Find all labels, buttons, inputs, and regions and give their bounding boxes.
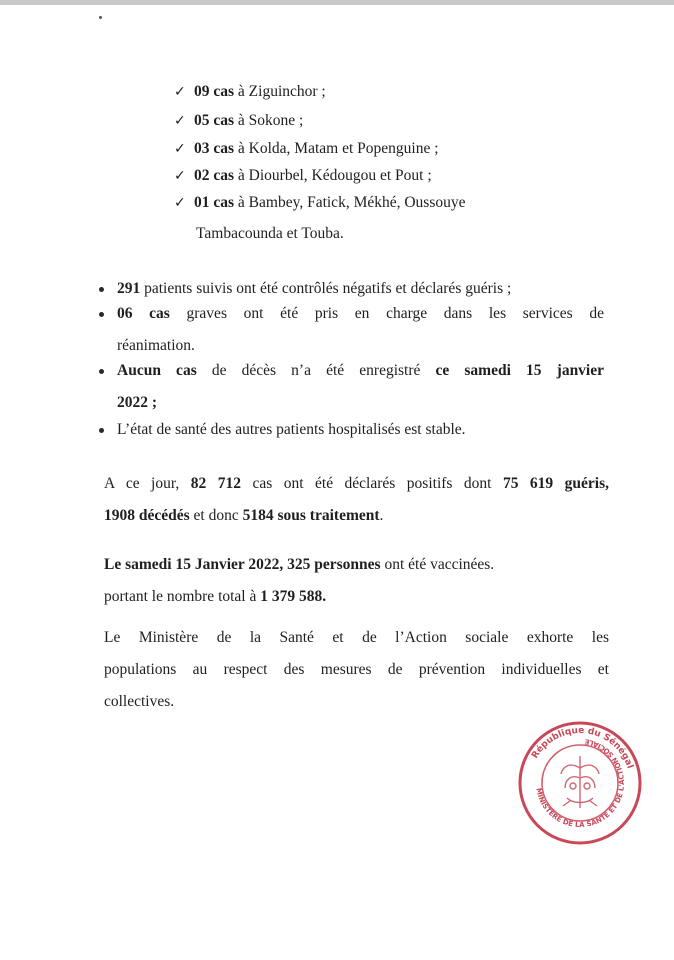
closing-paragraph: Le Ministère de la Santé et de l’Action sociale exhorte les populations au respect des mesures de prévention individuelles et collectives.	[104, 629, 609, 710]
bullet-dot	[99, 287, 104, 292]
sub-item-sokone: ✓ 05 cas à Sokone ;	[174, 112, 304, 129]
checkmark-icon: ✓	[174, 84, 186, 100]
summary-paragraph: A ce jour, 82 712 cas ont été déclarés positifs dont 75 619 guéris, 1908 décédés et donc 5184 sous traitement.	[104, 475, 609, 524]
checkmark-icon: ✓	[174, 141, 186, 157]
sub-item-bambey: ✓ 01 cas à Bambey, Fatick, Mékhé, Oussouye Tambacounda et Touba.	[174, 194, 466, 242]
bullet-dot	[99, 312, 104, 317]
bullet-graves: 06 cas graves ont été pris en charge dans les services de réanimation.	[99, 304, 604, 356]
bullet-deces: Aucun cas de décès n’a été enregistré ce samedi 15 janvier 2022 ;	[99, 361, 604, 413]
bullet-etat: L’état de santé des autres patients hospitalisés est stable.	[99, 420, 604, 440]
checkmark-icon: ✓	[174, 168, 186, 184]
bullet-dot	[99, 369, 104, 374]
sub-item-kolda: ✓ 03 cas à Kolda, Matam et Popenguine ;	[174, 140, 439, 157]
seal-emblem	[561, 756, 599, 808]
vaccination-paragraph: Le samedi 15 Janvier 2022, 325 personnes ont été vaccinées. portant le nombre total à 1 379 588.	[104, 556, 495, 605]
bullet-gueris: 291 patients suivis ont été contrôlés négatifs et déclarés guéris ;	[99, 279, 604, 299]
svg-text:MINISTÈRE DE LA SANTÉ ET DE L': MINISTÈRE DE LA SANTÉ ET DE L'ACTION SOCIALE	[534, 737, 627, 830]
checkmark-icon: ✓	[174, 113, 186, 129]
checkmark-icon: ✓	[174, 195, 186, 211]
sub-item-ziguinchor: ✓ 09 cas à Ziguinchor ;	[174, 83, 326, 100]
svg-text:République du Sénégal: République du Sénégal	[530, 725, 635, 770]
bullet-dot	[99, 428, 104, 433]
ministry-seal-stamp	[515, 718, 645, 848]
sub-item-diourbel: ✓ 02 cas à Diourbel, Kédougou et Pout ;	[174, 167, 432, 184]
